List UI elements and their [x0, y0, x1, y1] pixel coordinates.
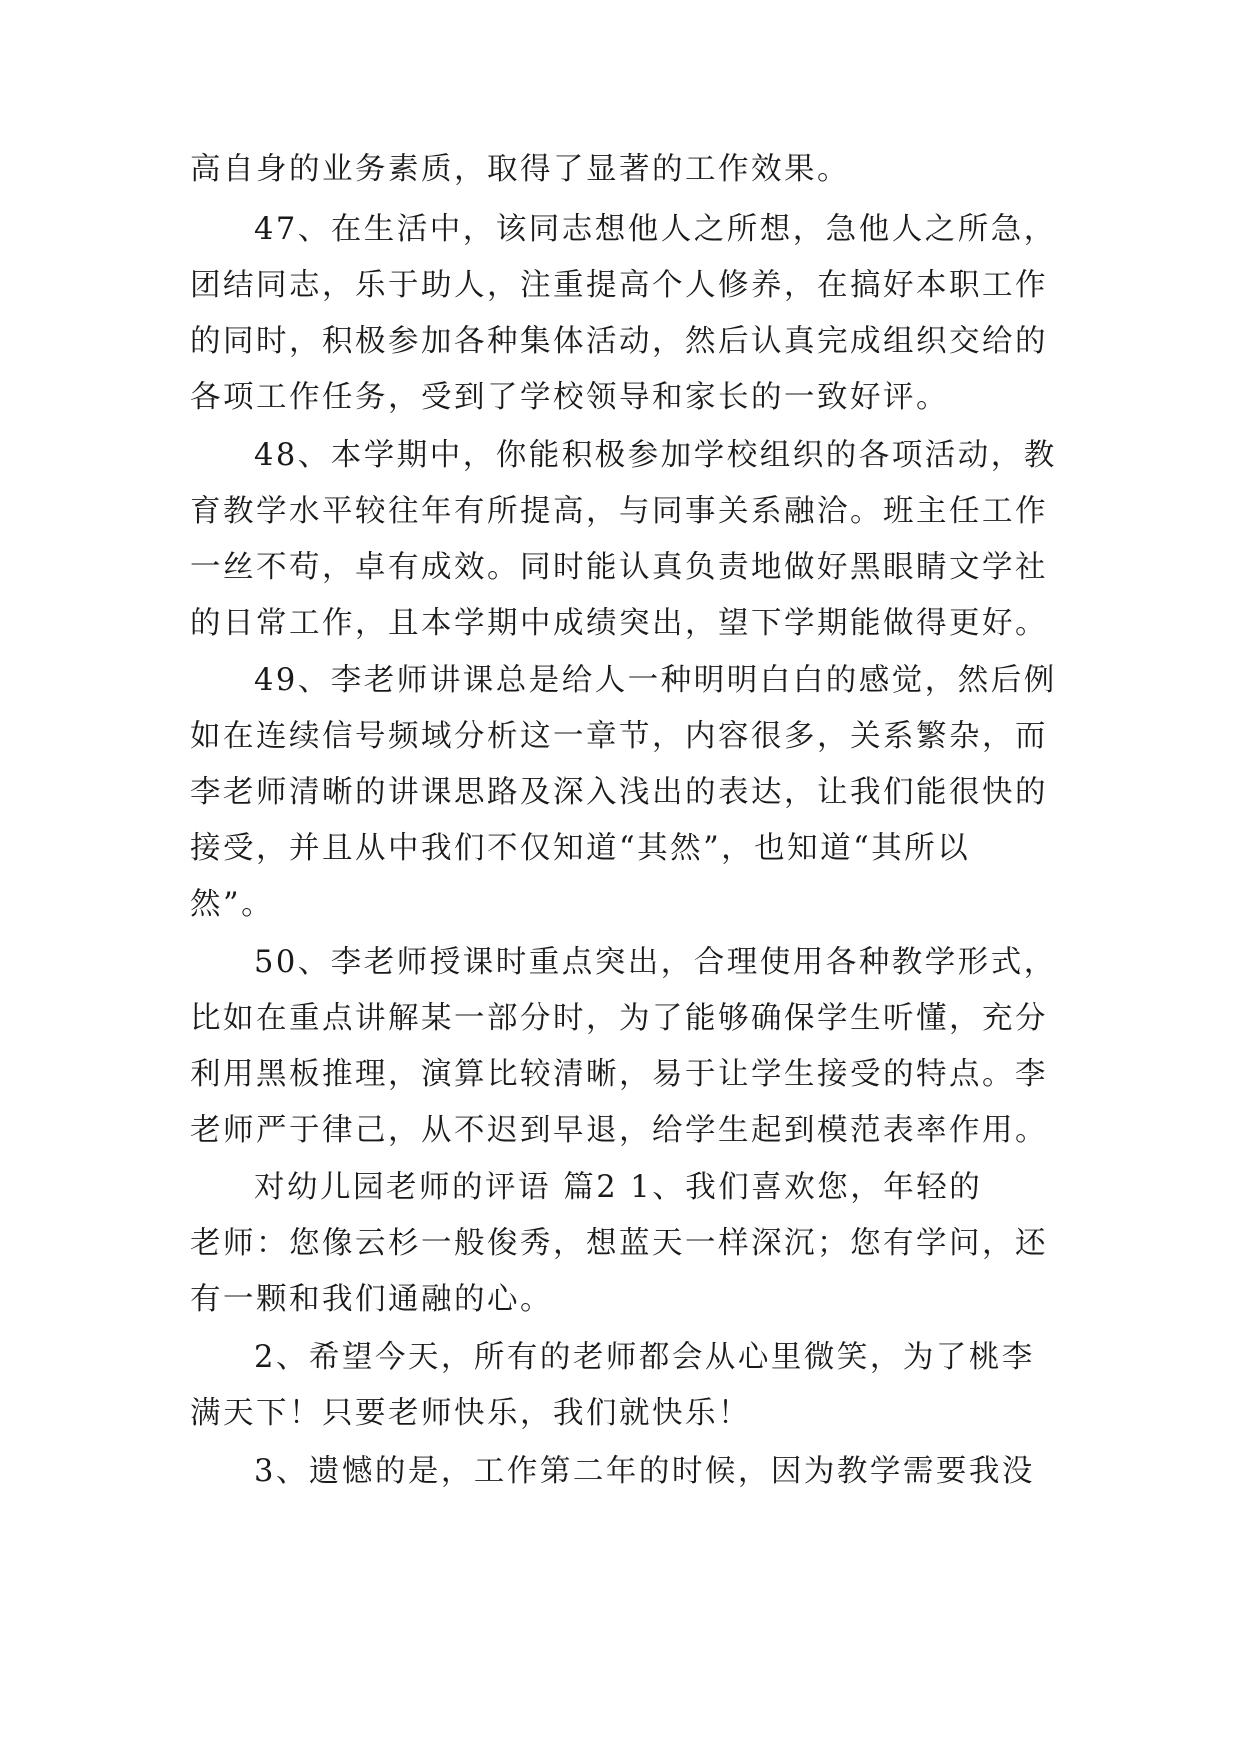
text-line: 的日常工作，且本学期中成绩突出，望下学期能做得更好。	[190, 606, 1048, 641]
text-line: 各项工作任务，受到了学校领导和家长的一致好评。	[190, 380, 949, 415]
section-heading-line: 对幼儿园老师的评语 篇2 1、我们喜欢您，年轻的	[254, 1170, 983, 1205]
text-line: 如在连续信号频域分析这一章节，内容很多，关系繁杂，而	[190, 719, 1048, 754]
text-line: 3、遗憾的是，工作第二年的时候，因为教学需要我没	[254, 1454, 1035, 1489]
text-line: 团结同志，乐于助人，注重提高个人修养，在搞好本职工作	[190, 268, 1048, 303]
text-line: 利用黑板推理，演算比较清晰，易于让学生接受的特点。李	[190, 1057, 1048, 1092]
text-line: 李老师清晰的讲课思路及深入浅出的表达，让我们能很快的	[190, 775, 1048, 810]
text-line: 的同时，积极参加各种集体活动，然后认真完成组织交给的	[190, 324, 1048, 359]
text-line: 49、李老师讲课总是给人一种明明白白的感觉，然后例	[254, 663, 1057, 698]
text-line: 47、在生活中，该同志想他人之所想，急他人之所急，	[254, 212, 1057, 247]
text-line: 48、本学期中，你能积极参加学校组织的各项活动，教	[254, 438, 1057, 473]
text-line: 50、李老师授课时重点突出，合理使用各种教学形式，	[254, 945, 1057, 980]
text-line: 一丝不苟，卓有成效。同时能认真负责地做好黑眼睛文学社	[190, 550, 1048, 585]
text-line: 老师：您像云杉一般俊秀，想蓝天一样深沉；您有学问，还	[190, 1226, 1048, 1261]
text-line: 2、希望今天，所有的老师都会从心里微笑，为了桃李	[254, 1340, 1035, 1375]
text-line: 接受，并且从中我们不仅知道“其然”，也知道“其所以	[190, 831, 971, 866]
text-line: 比如在重点讲解某一部分时，为了能够确保学生听懂，充分	[190, 1001, 1048, 1036]
text-line: 有一颗和我们通融的心。	[190, 1282, 553, 1317]
text-line: 老师严于律己，从不迟到早退，给学生起到模范表率作用。	[190, 1113, 1048, 1148]
text-line: 高自身的业务素质，取得了显著的工作效果。	[190, 152, 850, 187]
text-line: 满天下！只要老师快乐，我们就快乐！	[190, 1396, 751, 1431]
text-line: 育教学水平较往年有所提高，与同事关系融洽。班主任工作	[190, 494, 1048, 529]
text-line: 然”。	[190, 887, 275, 922]
